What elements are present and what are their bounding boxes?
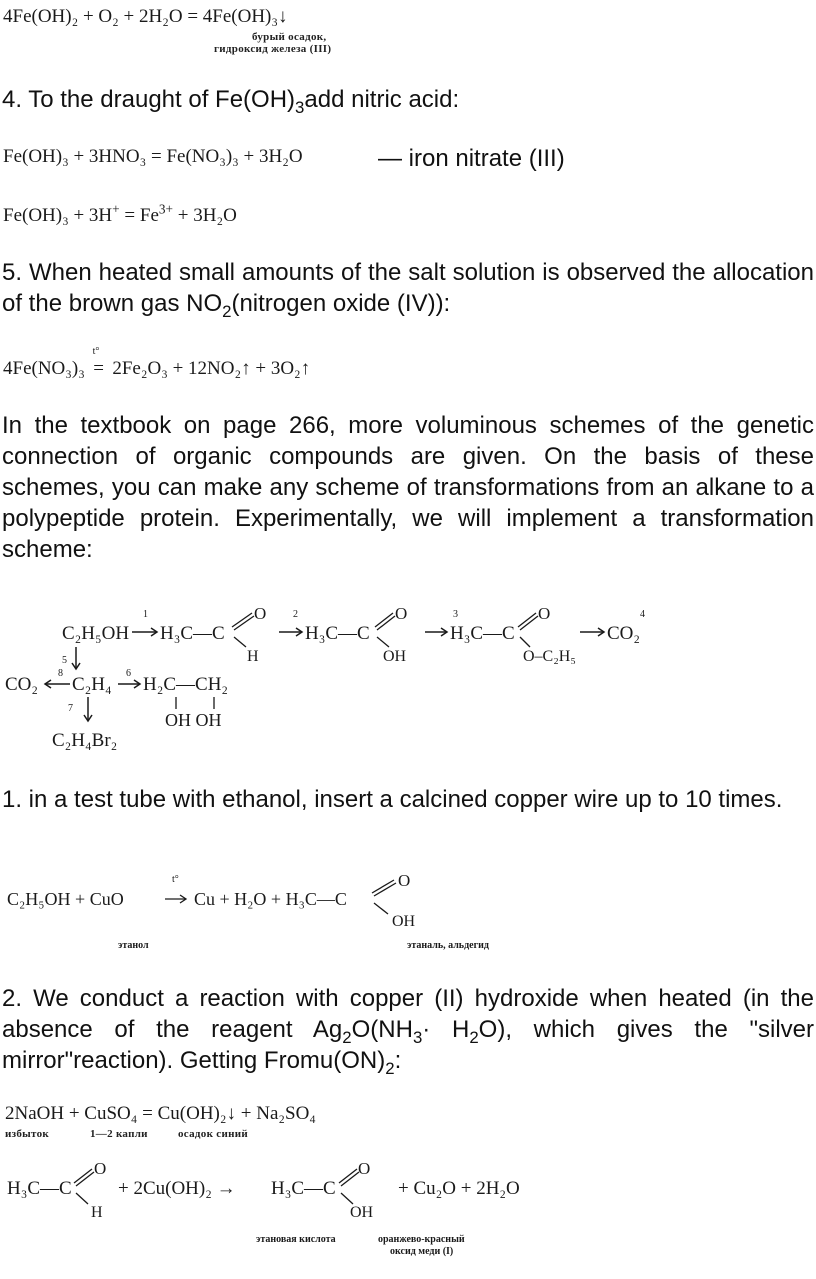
equation-fe-oh2-oxidation: 4Fe(OH)₂ + O₂ + 2H₂O = 4Fe(OH)₃↓ bbox=[3, 6, 288, 27]
scheme-co2-right: CO₂ bbox=[607, 623, 641, 644]
svg-text:OH: OH bbox=[392, 913, 416, 930]
iron-nitrate-note: — iron nitrate (III) bbox=[378, 145, 565, 172]
scheme-step-6: 6 bbox=[126, 668, 131, 679]
equation-ionic: $Fe(OH)_3 + 3H^+ = Fe^{3+} + 3H_2O$ bbox=[3, 201, 237, 226]
step-4-text: 4. To the draught of $Fe(OH)_3add$ nitric acid: bbox=[2, 86, 460, 117]
caption-blue-precipitate: осадок синий bbox=[178, 1128, 249, 1140]
scheme-dibromoethane: C₂H₄Br₂ bbox=[52, 730, 118, 751]
caption-ethanol: этанол bbox=[118, 940, 149, 951]
svg-text:O: O bbox=[538, 604, 551, 623]
equation-ethanol-oxidation bbox=[0, 862, 816, 957]
svg-text:H₃C—C: H₃C—C bbox=[7, 1178, 72, 1199]
caption-acetic-acid: этановая кислота bbox=[256, 1234, 336, 1245]
transformation-scheme bbox=[0, 595, 816, 760]
svg-text:C₂H₅OH + CuO: C₂H₅OH + CuO bbox=[7, 889, 124, 909]
scheme-step-3: 3 bbox=[453, 609, 458, 620]
step-5-text: 5. When heated small amounts of the salt solution is observed the allocation of the brown gas $NO_2(nitrogen$ oxide (IV)): bbox=[2, 259, 814, 321]
scheme-hydroxyls: OH OH bbox=[165, 710, 222, 730]
scheme-ester: H₃C—C bbox=[450, 623, 515, 644]
svg-text:O: O bbox=[358, 1159, 371, 1178]
scheme-step-5: 5 bbox=[62, 655, 67, 666]
svg-text:OH: OH bbox=[383, 648, 407, 665]
scheme-acetic-acid: H₃C—C bbox=[305, 623, 370, 644]
svg-text:OH: OH bbox=[350, 1204, 374, 1221]
equation-nitric-acid: Fe(OH)₃ + 3HNO₃ = Fe(NO₃)₃ + 3H₂O bbox=[3, 146, 303, 167]
svg-text:H: H bbox=[91, 1204, 103, 1221]
scheme-step-8: 8 bbox=[58, 668, 63, 679]
scheme-step-7: 7 bbox=[68, 703, 73, 714]
scheme-ethylene-glycol: H₂C—CH₂ bbox=[143, 674, 229, 695]
equation-copper-hydroxide: 2NaOH + CuSO₄ = Cu(OH)₂↓ + Na₂SO₄ bbox=[5, 1103, 316, 1124]
equation-aldehyde-oxidation bbox=[0, 1148, 816, 1279]
oxidation-heat-condition: t° bbox=[172, 874, 179, 885]
scheme-ethanol: C₂H₅OH bbox=[62, 623, 130, 644]
svg-text:+ Cu₂O + 2H₂O: + Cu₂O + 2H₂O bbox=[398, 1178, 520, 1199]
scheme-ethylene: C₂H₄ bbox=[72, 674, 112, 695]
step-1-text: 1. in a test tube with ethanol, insert a calcined copper wire up to 10 times. bbox=[2, 786, 783, 813]
svg-text:O: O bbox=[395, 604, 408, 623]
scheme-co2-left: CO₂ bbox=[5, 674, 39, 695]
caption-drops: 1—2 капли bbox=[90, 1128, 148, 1140]
equation-decomposition: 4Fe(NO₃)₃ t° = 2Fe₂O₃ + 12NO₂↑ + 3O₂↑ bbox=[3, 346, 311, 379]
svg-text:H: H bbox=[247, 648, 259, 665]
caption-excess: избыток bbox=[5, 1128, 50, 1140]
svg-text:+ 2Cu(OH)₂ →: + 2Cu(OH)₂ → bbox=[118, 1178, 236, 1199]
svg-text:O: O bbox=[94, 1159, 107, 1178]
caption-ethanal: этаналь, альдегид bbox=[407, 940, 489, 951]
caption-orange-red: оранжево-красный bbox=[378, 1234, 465, 1245]
step-2-text: 2. We conduct a reaction with copper (II) hydroxide when heated (in the absence of the reagent $Ag_2O(NH_3\cdot H_2O)$, which gives the "silver mirror"reaction). Getting $Fromu(ON)_2$: bbox=[2, 985, 814, 1078]
svg-text:H₃C—C: H₃C—C bbox=[271, 1178, 336, 1199]
svg-text:O: O bbox=[254, 604, 267, 623]
scheme-step-2: 2 bbox=[293, 609, 298, 620]
scheme-aldehyde: H₃C—C bbox=[160, 623, 225, 644]
heat-condition: t° bbox=[92, 346, 100, 357]
caption-copper-oxide: оксид меди (I) bbox=[390, 1246, 454, 1257]
scheme-step-4: 4 bbox=[640, 609, 645, 620]
textbook-paragraph: In the textbook on page 266, more voluminous schemes of the genetic connection of organic compounds are given. On the basis of these schemes, you can make any scheme of transformations from an alkane to a polypeptide protein. Experimentally, we will implement a transformation scheme: bbox=[2, 412, 814, 563]
caption-brown-precipitate: бурый осадок, bbox=[252, 31, 327, 43]
svg-text:Cu + H₂O + H₃C—C: Cu + H₂O + H₃C—C bbox=[194, 889, 347, 909]
scheme-step-1: 1 bbox=[143, 609, 148, 620]
caption-iron-hydroxide: гидроксид железа (III) bbox=[214, 43, 332, 55]
svg-text:O: O bbox=[398, 871, 411, 890]
svg-text:O–C₂H₅: O–C₂H₅ bbox=[523, 648, 576, 665]
